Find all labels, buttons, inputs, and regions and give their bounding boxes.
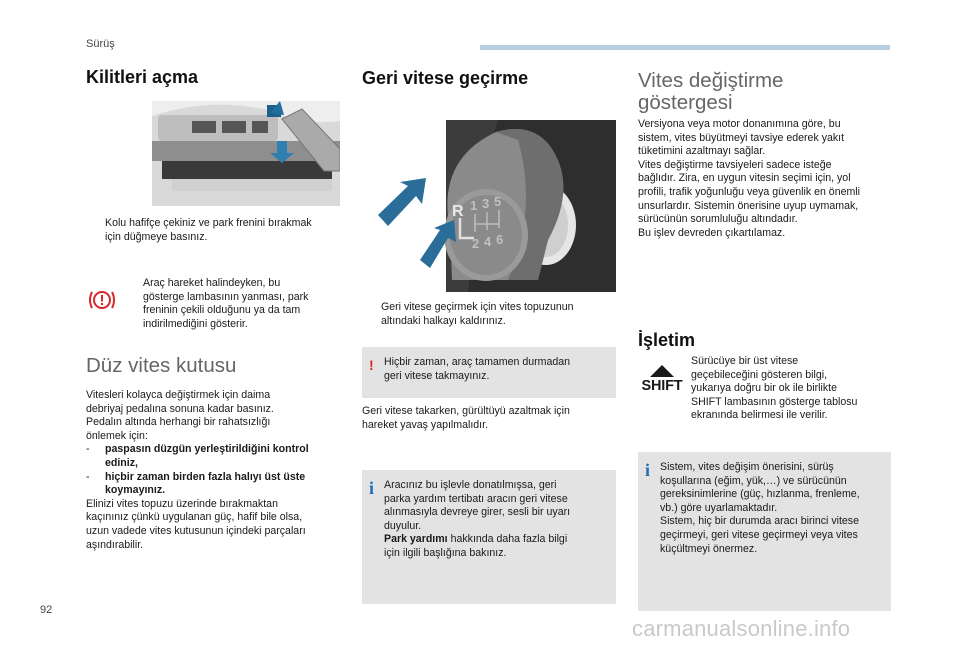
knob-2-label: 2 [472,236,480,251]
brake-warning-icon [88,288,116,312]
arrow-up-icon [640,364,684,378]
gear-knob-illustration [378,120,616,292]
info-icon: i [369,478,375,498]
knob-r-label: R [452,203,464,220]
parking-brake-illustration [152,101,340,206]
manual-gearbox-text: Vitesleri kolayca değiştirmek için daima debriyaj pedalına sonuna kadar basınız. Pedalın altında herhangi bir rahatsızlığı önlemek için: - paspasın düzgün yerleştirildiğini kontrol ediniz, - hiçbir zaman birden fazla halıyı üst üste koymayınız. Elinizi vites topuzu üzerinde bırakmaktan kaçınınız çünkü uygulanan güç, hafif bile olsa, uzun vadede vites kutusunun içindeki parçaları aşındırabilir. [86,389,309,551]
page-number: 92 [40,604,53,616]
unlock-step: Kolu hafifçe çekiniz ve park frenini bırakmak için düğmeye basınız. [105,217,312,243]
unlock-title: Kilitleri açma [86,67,199,87]
reverse-warning-box: ! Hiçbir zaman, araç tamamen durmadan geri vitese takmayınız. [362,347,616,398]
header-bar [480,45,890,50]
section-label: Sürüş [86,38,115,50]
manual-gearbox-title: Düz vites kutusu [86,354,237,377]
watermark: carmanualsonline.info [632,616,851,641]
knob-6-label: 6 [496,232,504,247]
gear-indicator-title: Vites değiştirme göstergesi [638,69,784,114]
knob-5-label: 5 [494,194,502,209]
park-assist-info-box: i Aracınız bu işlevle donatılmışsa, geri parka yardım tertibatı aracın geri vitese alınmasıyla devreye girer, sesli bir uyarı duyulur. Park yardımı hakkında daha fazla bilgi için ilgili başlığına bakınız. [362,470,616,604]
reverse-gear-step: Geri vitese geçirmek için vites topuzunun altındaki halkayı kaldırınız. [381,301,574,327]
reverse-gear-title: Geri vitese geçirme [362,68,529,88]
shift-text: Sürücüye bir üst vitese geçebileceğini gösteren bilgi, yukarıya doğru bir ok ile birlikte SHIFT lambasının gösterge tablosu ekranında belirmesi ile verilir. [691,355,858,422]
knob-3-label: 3 [482,196,490,211]
gear-indicator-info-box: i Sistem, vites değişim önerisini, sürüş koşullarına (eğim, yük,…) ve sürücünün gereksinimlerine (güç, hızlanma, frenleme, vb.) göre uyarlamaktadır. Sistem, hiç bir durumda aracı birinci vitese geçirmeyi, geri vitese geçirmeyi veya vites küçültmeyi önermez. [638,452,891,611]
gear-indicator-text: Versiyona veya motor donanımına göre, bu sistem, vites büyütmeyi tavsiye ederek yakıt tüketimini azaltmayı sağlar. Vites değiştirme tavsiyeleri sadece isteğe bağlıdır. Zira, en uygun vitesin seçimi için, yol profili, trafik yoğunluğu veya güvenlik en önemli unsurlardır. Sistemin önerisine uyup uymamak, sürücünün sorumluluğu altındadır. Bu işlev devreden çıkartılamaz. [638,118,861,239]
knob-4-label: 4 [484,234,492,249]
shift-indicator-icon [640,364,684,398]
shift-label: SHIFT [641,378,683,394]
brake-warning-text: Araç hareket halindeyken, bu gösterge lambasının yanması, park freninin çekili olduğunu ya da tam indirilmediğini gösterir. [143,277,309,330]
knob-1-label: 1 [470,198,478,213]
warning-icon: ! [369,357,374,373]
info-icon: i [645,460,651,480]
operation-title: İşletim [638,330,696,350]
reverse-gear-text: Geri vitese takarken, gürültüyü azaltmak için hareket yavaş yapılmalıdır. [362,405,570,431]
